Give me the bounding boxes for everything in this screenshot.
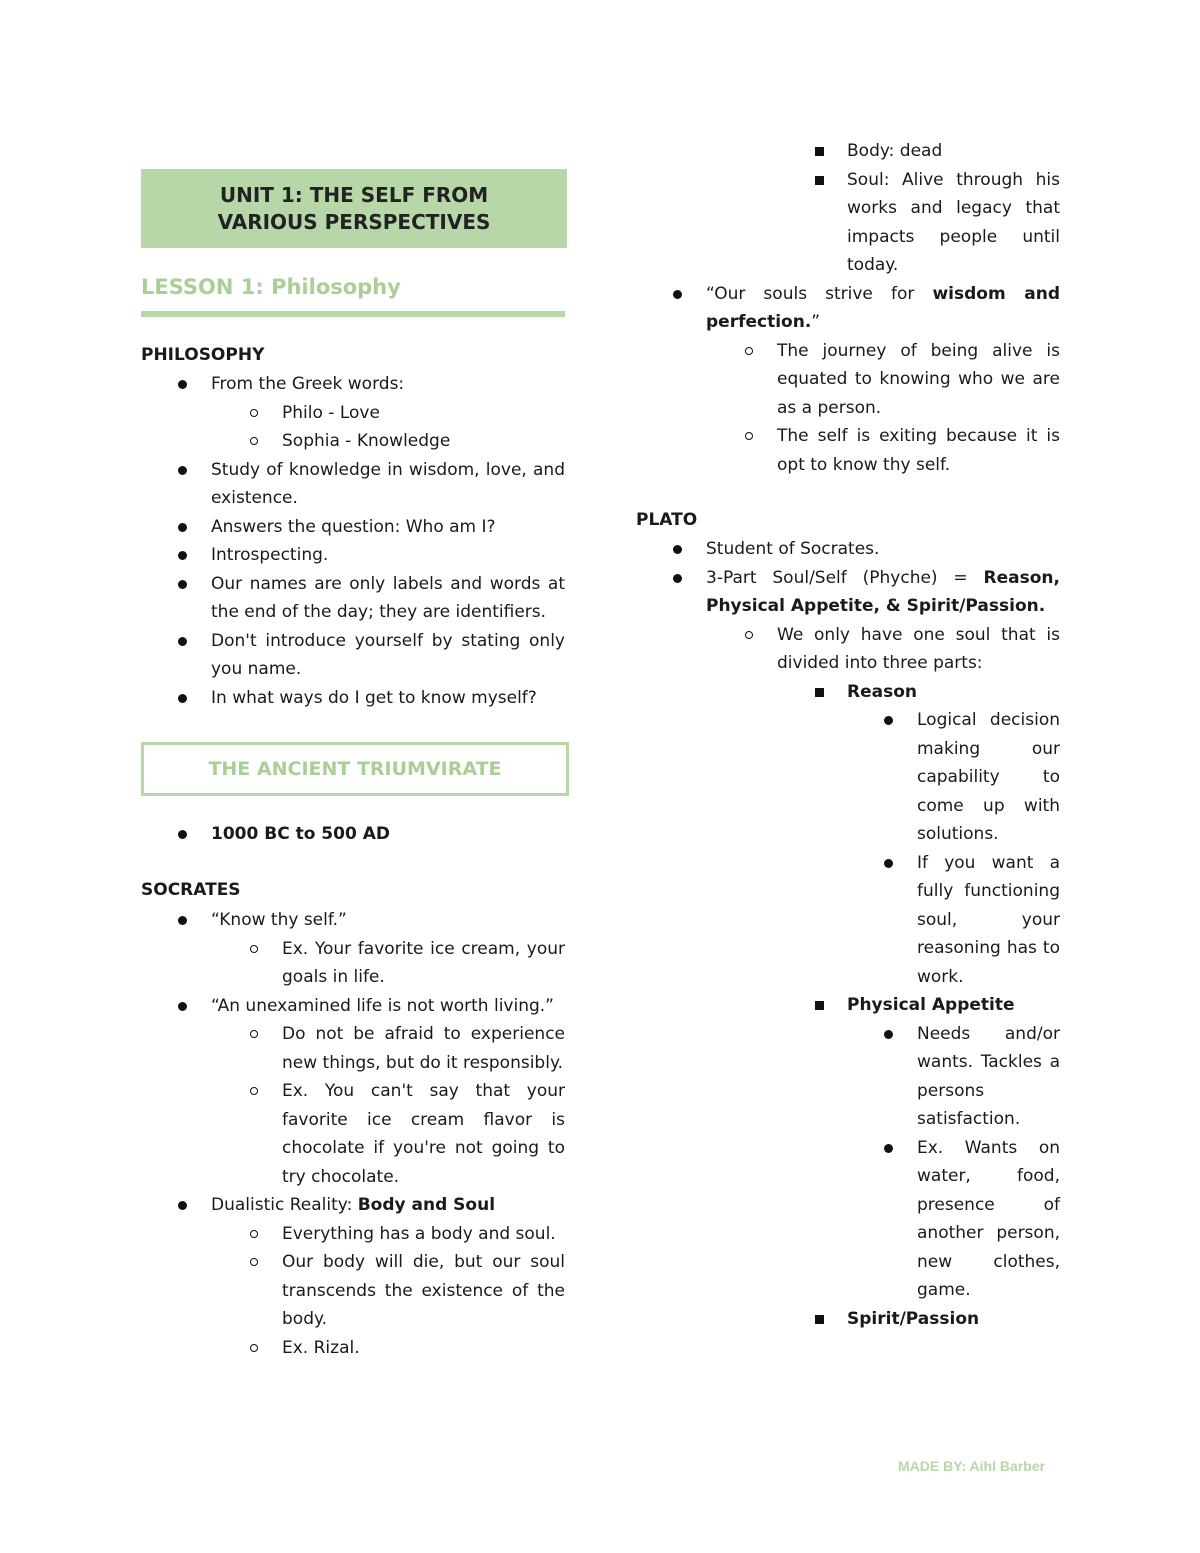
bullet-disc-icon <box>673 545 682 554</box>
list-item: Student of Socrates. <box>636 535 1060 564</box>
bullet-disc-icon <box>884 1030 893 1039</box>
unit-title-box <box>141 169 567 248</box>
triumvirate-title: THE ANCIENT TRIUMVIRATE <box>208 758 502 780</box>
list-item: The journey of being alive is equated to knowing who we are as a person. <box>636 337 1060 423</box>
bullet-circle-icon <box>250 1087 258 1095</box>
list-item: We only have one soul that is divided into three parts: <box>636 621 1060 678</box>
lesson-divider <box>141 311 565 317</box>
bullet-disc-icon <box>178 466 187 475</box>
plato-list <box>636 535 1060 1333</box>
bullet-disc-icon <box>178 1201 187 1210</box>
footer-credit: MADE BY: Aihl Barber <box>898 1458 1046 1474</box>
bullet-circle-icon <box>745 631 753 639</box>
philosophy-list <box>141 370 565 712</box>
bullet-circle-icon <box>250 945 258 953</box>
bullet-disc-icon <box>673 574 682 583</box>
list-item: Our names are only labels and words at the end of the day; they are identifiers. <box>141 570 565 627</box>
unit-title: UNIT 1: THE SELF FROM VARIOUS PERSPECTIVES <box>217 182 491 234</box>
list-item: Soul: Alive through his works and legacy that impacts people until today. <box>636 166 1060 280</box>
list-item: Philo - Love <box>141 399 565 428</box>
bullet-disc-icon <box>178 637 187 646</box>
list-item: Everything has a body and soul. <box>141 1220 565 1249</box>
bullet-disc-icon <box>178 694 187 703</box>
bullet-circle-icon <box>250 1258 258 1266</box>
list-item: Our body will die, but our soul transcends the existence of the body. <box>141 1248 565 1334</box>
bullet-square-icon <box>815 176 824 185</box>
bullet-disc-icon <box>178 916 187 925</box>
list-item: Don't introduce yourself by stating only you name. <box>141 627 565 684</box>
list-item: 1000 BC to 500 AD <box>141 820 565 849</box>
philosophy-heading: PHILOSOPHY <box>141 345 265 365</box>
bullet-disc-icon <box>178 523 187 532</box>
bullet-square-icon <box>815 688 824 697</box>
socrates-heading: SOCRATES <box>141 880 241 900</box>
socrates-list <box>141 906 565 1362</box>
bullet-square-icon <box>815 147 824 156</box>
bullet-circle-icon <box>250 1344 258 1352</box>
era-list <box>141 820 565 849</box>
list-item: Physical Appetite <box>636 991 1060 1020</box>
list-item: “Know thy self.” <box>141 906 565 935</box>
list-item: Ex. Wants on water, food, presence of another person, new clothes, game. <box>636 1134 1060 1305</box>
list-item: Body: dead <box>636 137 1060 166</box>
bullet-circle-icon <box>250 1030 258 1038</box>
list-item: “Our souls strive for wisdom and perfection.” <box>636 280 1060 337</box>
bullet-circle-icon <box>250 437 258 445</box>
bullet-disc-icon <box>178 1002 187 1011</box>
list-item: Do not be afraid to experience new things, but do it responsibly. <box>141 1020 565 1077</box>
triumvirate-box <box>141 742 569 796</box>
plato-heading: PLATO <box>636 510 698 530</box>
list-item: Answers the question: Who am I? <box>141 513 565 542</box>
list-item: Logical decision making our capability to come up with solutions. <box>636 706 1060 849</box>
list-item: In what ways do I get to know myself? <box>141 684 565 713</box>
list-item: Study of knowledge in wisdom, love, and existence. <box>141 456 565 513</box>
list-item: If you want a fully functioning soul, your reasoning has to work. <box>636 849 1060 992</box>
bullet-disc-icon <box>178 580 187 589</box>
list-item: Introspecting. <box>141 541 565 570</box>
socrates-list-continued <box>636 137 1060 479</box>
bullet-circle-icon <box>250 409 258 417</box>
bullet-disc-icon <box>884 716 893 725</box>
list-item: The self is exiting because it is opt to know thy self. <box>636 422 1060 479</box>
bullet-circle-icon <box>745 432 753 440</box>
bullet-circle-icon <box>250 1230 258 1238</box>
bullet-square-icon <box>815 1315 824 1324</box>
list-item: Sophia - Knowledge <box>141 427 565 456</box>
list-item: Ex. Your favorite ice cream, your goals in life. <box>141 935 565 992</box>
lesson-title: LESSON 1: Philosophy <box>141 275 401 299</box>
list-item: Needs and/or wants. Tackles a persons satisfaction. <box>636 1020 1060 1134</box>
list-item: Dualistic Reality: Body and Soul <box>141 1191 565 1220</box>
bullet-disc-icon <box>673 290 682 299</box>
list-item: Ex. You can't say that your favorite ice cream flavor is chocolate if you're not going to try chocolate. <box>141 1077 565 1191</box>
list-item: Spirit/Passion <box>636 1305 1060 1334</box>
bullet-square-icon <box>815 1001 824 1010</box>
list-item: Reason <box>636 678 1060 707</box>
bullet-disc-icon <box>884 859 893 868</box>
list-item: “An unexamined life is not worth living.” <box>141 992 565 1021</box>
bullet-disc-icon <box>178 551 187 560</box>
bullet-disc-icon <box>178 830 187 839</box>
list-item: 3-Part Soul/Self (Phyche) = Reason, Physical Appetite, & Spirit/Passion. <box>636 564 1060 621</box>
list-item: Ex. Rizal. <box>141 1334 565 1363</box>
bullet-disc-icon <box>884 1144 893 1153</box>
bullet-circle-icon <box>745 347 753 355</box>
bullet-disc-icon <box>178 380 187 389</box>
list-item: From the Greek words: <box>141 370 565 399</box>
